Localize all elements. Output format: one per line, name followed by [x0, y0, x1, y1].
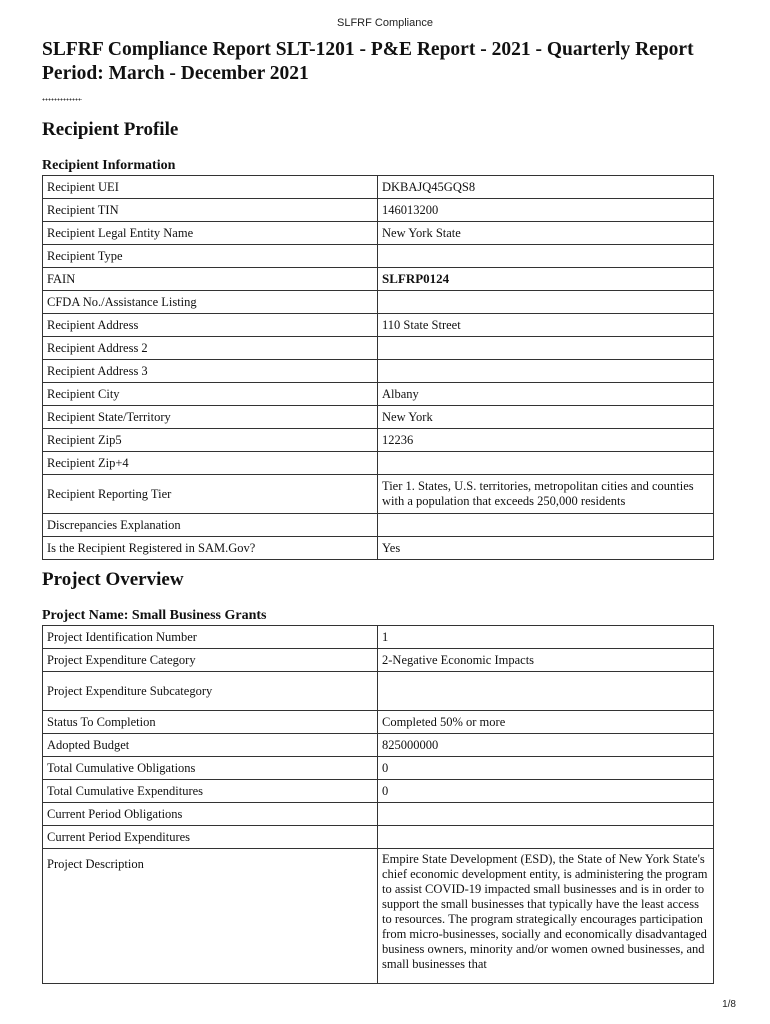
- table-row: [43, 626, 714, 649]
- table-row: [43, 337, 714, 360]
- row-label: Recipient Type: [43, 245, 378, 268]
- recipient-information-table: [42, 175, 714, 560]
- table-row: [43, 406, 714, 429]
- table-row: [43, 199, 714, 222]
- row-label: Total Cumulative Expenditures: [43, 780, 378, 803]
- row-label: Current Period Expenditures: [43, 826, 378, 849]
- table-row: [43, 222, 714, 245]
- table-row: [43, 291, 714, 314]
- row-value: New York: [378, 406, 714, 429]
- table-row: [43, 537, 714, 560]
- fain-value: SLFRP0124: [378, 268, 714, 291]
- row-value: Tier 1. States, U.S. territories, metropolitan cities and counties with a population that exceeds 250,000 residents: [378, 475, 714, 514]
- report-title: SLFRF Compliance Report SLT-1201 - P&E Report - 2021 - Quarterly Report Period: March - December 2021: [42, 39, 694, 84]
- row-label: Recipient Zip5: [43, 429, 378, 452]
- dotted-divider: [42, 98, 82, 101]
- row-label: Project Expenditure Category: [43, 649, 378, 672]
- row-value: New York State: [378, 222, 714, 245]
- table-row: [43, 429, 714, 452]
- row-label: Recipient Address 3: [43, 360, 378, 383]
- row-label: Recipient TIN: [43, 199, 378, 222]
- row-value: Completed 50% or more: [378, 711, 714, 734]
- row-label: Project Identification Number: [43, 626, 378, 649]
- table-row: [43, 757, 714, 780]
- row-value: 825000000: [378, 734, 714, 757]
- row-label: Total Cumulative Obligations: [43, 757, 378, 780]
- row-value: 110 State Street: [378, 314, 714, 337]
- table-row: [43, 314, 714, 337]
- row-label: Is the Recipient Registered in SAM.Gov?: [43, 537, 378, 560]
- table-row: [43, 649, 714, 672]
- row-value: [378, 245, 714, 268]
- table-row: [43, 514, 714, 537]
- table-row: [43, 849, 714, 984]
- page-header: SLFRF Compliance: [337, 17, 433, 29]
- row-value: [378, 452, 714, 475]
- row-value: 12236: [378, 429, 714, 452]
- row-value: 0: [378, 780, 714, 803]
- page-number: 1/8: [722, 999, 736, 1010]
- row-label: Current Period Obligations: [43, 803, 378, 826]
- row-value: [378, 514, 714, 537]
- recipient-profile-heading: Recipient Profile: [42, 119, 179, 140]
- row-label: Recipient UEI: [43, 176, 378, 199]
- project-overview-heading: Project Overview: [42, 569, 184, 590]
- row-label: Recipient Zip+4: [43, 452, 378, 475]
- row-label: Project Expenditure Subcategory: [43, 672, 378, 711]
- row-value: [378, 337, 714, 360]
- table-row: [43, 360, 714, 383]
- table-row: [43, 268, 714, 291]
- table-row: [43, 176, 714, 199]
- table-row: [43, 452, 714, 475]
- row-value: [378, 803, 714, 826]
- row-value: DKBAJQ45GQS8: [378, 176, 714, 199]
- row-value: [378, 672, 714, 711]
- row-value: Albany: [378, 383, 714, 406]
- table-row: [43, 803, 714, 826]
- project-description-value: Empire State Development (ESD), the State of New York State's chief economic development entity, is administering the program to assist COVID-19 impacted small businesses and is in order to support the small businesses that typically have the least access to resources. The program strategically encourages participation from micro-businesses, socially and economically disadvantaged business owners, minority and/or women owned businesses, and small businesses that: [378, 849, 714, 984]
- project-name-heading: Project Name: Small Business Grants: [42, 608, 267, 623]
- table-row: [43, 711, 714, 734]
- row-label: Adopted Budget: [43, 734, 378, 757]
- table-row: [43, 734, 714, 757]
- row-label: Recipient State/Territory: [43, 406, 378, 429]
- table-row: [43, 672, 714, 711]
- recipient-information-heading: Recipient Information: [42, 158, 176, 173]
- row-value: 2-Negative Economic Impacts: [378, 649, 714, 672]
- row-value: [378, 291, 714, 314]
- row-value: [378, 826, 714, 849]
- row-value: Yes: [378, 537, 714, 560]
- row-label: CFDA No./Assistance Listing: [43, 291, 378, 314]
- table-row: [43, 826, 714, 849]
- table-row: [43, 780, 714, 803]
- row-label: Project Description: [43, 849, 378, 984]
- row-value: 1: [378, 626, 714, 649]
- row-label: Discrepancies Explanation: [43, 514, 378, 537]
- table-row: [43, 475, 714, 514]
- row-label: Recipient Legal Entity Name: [43, 222, 378, 245]
- project-overview-table: [42, 625, 714, 984]
- table-row: [43, 245, 714, 268]
- row-label: Status To Completion: [43, 711, 378, 734]
- row-label: Recipient Reporting Tier: [43, 475, 378, 514]
- row-label: Recipient City: [43, 383, 378, 406]
- row-label: FAIN: [43, 268, 378, 291]
- row-value: [378, 360, 714, 383]
- row-label: Recipient Address: [43, 314, 378, 337]
- row-value: 146013200: [378, 199, 714, 222]
- table-row: [43, 383, 714, 406]
- row-label: Recipient Address 2: [43, 337, 378, 360]
- row-value: 0: [378, 757, 714, 780]
